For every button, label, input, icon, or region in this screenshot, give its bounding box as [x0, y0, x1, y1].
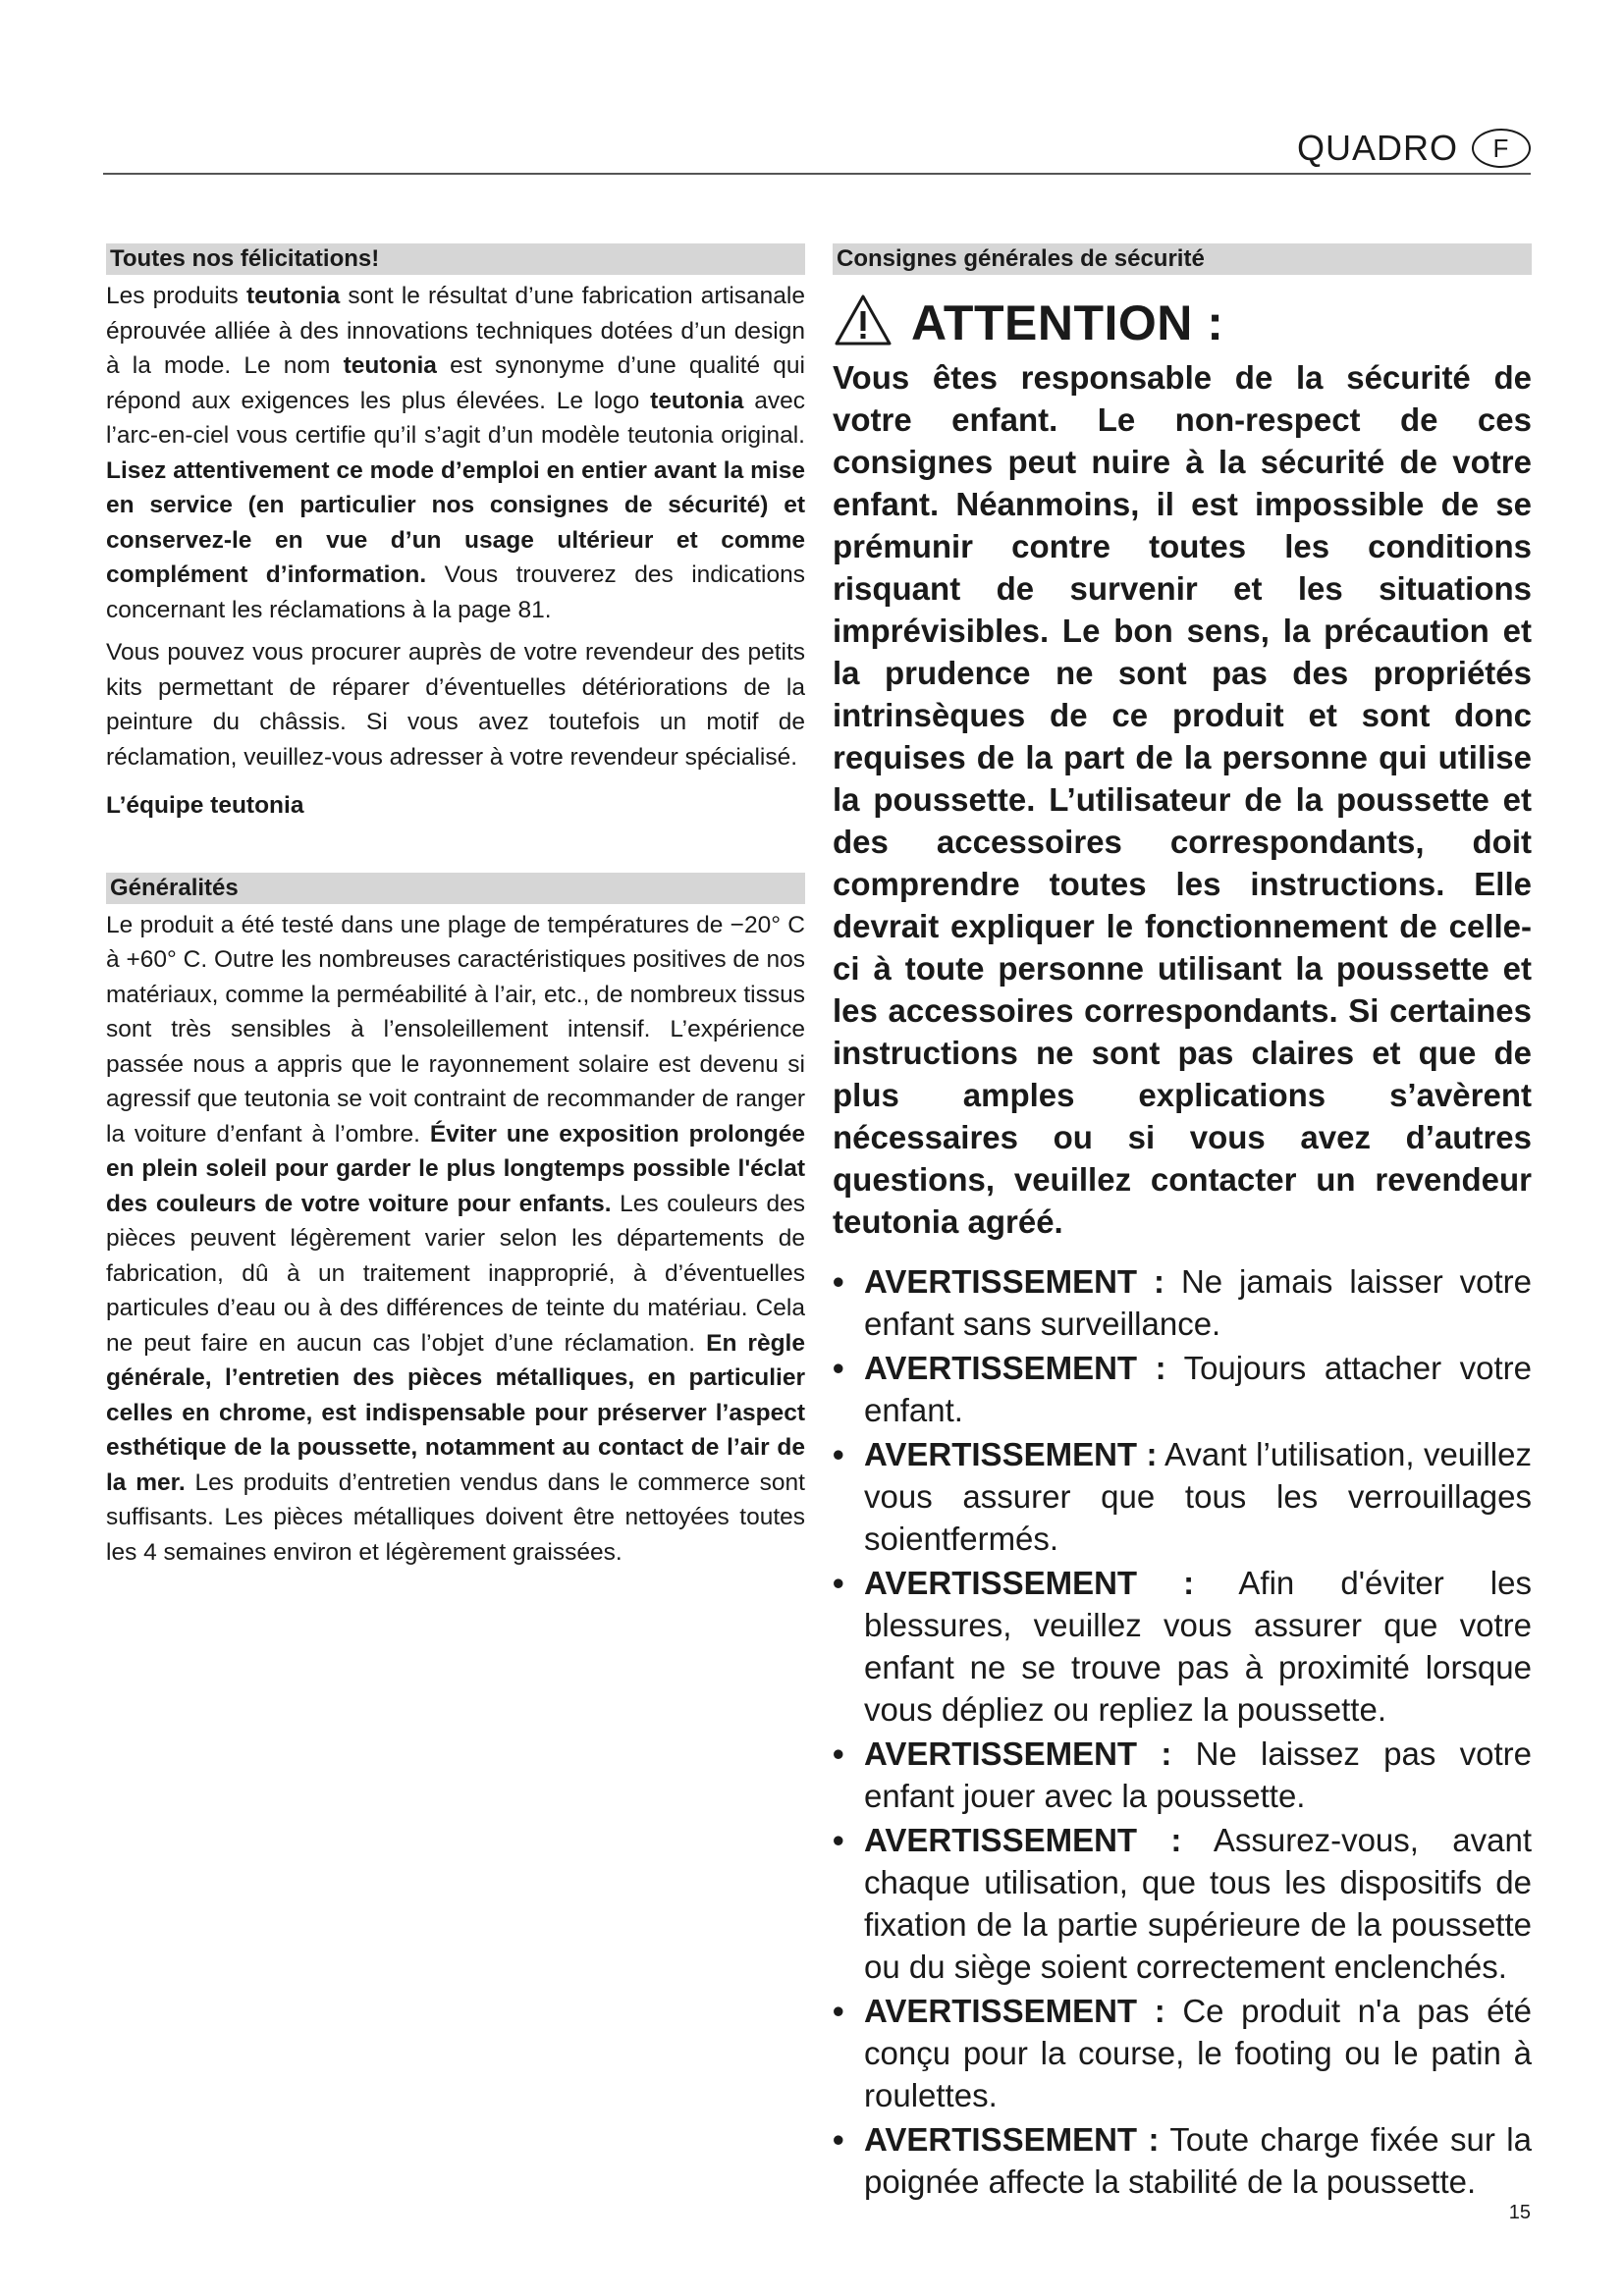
- list-item: • AVERTISSEMENT : Afin d'éviter les blessures, veuillez vous assurer que votre enfant ne se trouve pas à proximité lorsque vous dépliez ou repliez la poussette.: [833, 1562, 1532, 1731]
- bullet-icon: •: [833, 2121, 844, 2158]
- bullet-icon: •: [833, 1993, 844, 2029]
- list-item: • AVERTISSEMENT : Ce produit n'a pas été conçu pour la course, le footing ou le patin à roulettes.: [833, 1990, 1532, 2116]
- bullet-icon: •: [833, 1436, 844, 1472]
- repair-kit-paragraph: Vous pouvez vous procurer auprès de votre revendeur des petits kits permettant de réparer d’éventuelles détériorations de la peinture du châssis. Si vous avez toutefois un motif de réclamation, veuillez-vous adresser à votre revendeur spécialisé.: [106, 639, 805, 771]
- model-title: QUADRO: [1296, 128, 1458, 168]
- list-item: • AVERTISSEMENT : Avant l’utilisation, veuillez vous assurer que tous les verrouillages soientfermés.: [833, 1433, 1532, 1560]
- attention-body: Vous êtes responsable de la sécurité de votre enfant. Le non-respect de ces consignes peut nuire à la sécurité de votre enfant. Néanmoins, il est impossible de se prémunir contre toutes les conditions risquant de survenir et les situations imprévisibles. Le bon sens, la précaution et la prudence ne sont pas des propriétés intrinsèques de ce produit et sont donc requises de la part de la personne qui utilise la poussette. L’utilisateur de la poussette et des accessoires correspondants, doit comprendre toutes les instructions. Elle devrait expliquer le fonctionnement de celle-ci à toute personne utilisant la poussette et les accessoires correspondants. Si certaines instructions ne sont pas claires et que de plus amples explications s’avèrent nécessaires ou si vous avez d’autres questions, veuillez contacter un revendeur teutonia agréé.: [833, 359, 1532, 1240]
- attention-title: ATTENTION :: [911, 294, 1224, 350]
- bullet-icon: •: [833, 1822, 844, 1858]
- section-heading-congrats: Toutes nos félicitations!: [106, 243, 805, 275]
- section-heading-general: Généralités: [106, 873, 805, 904]
- list-item: • AVERTISSEMENT : Assurez-vous, avant chaque utilisation, que tous les dispositifs de fixation de la partie supérieure de la poussette ou du siège soient correctement enclenchés.: [833, 1819, 1532, 1988]
- bullet-icon: •: [833, 1263, 844, 1300]
- header-divider: [103, 173, 1531, 175]
- bullet-icon: •: [833, 1565, 844, 1601]
- bullet-icon: •: [833, 1350, 844, 1386]
- general-paragraph: Le produit a été testé dans une plage de températures de −20° C à +60° C. Outre les nombreuses caractéristiques positives de nos matériaux, comme la perméabilité à l’air, etc., de nombreux tissus sont très sensibles à l’ensoleillement intensif. L’expérience passée nous a appris que le rayonnement solaire est devenu si agressif que teutonia se voit contraint de recommander de ranger la voiture d’enfant à l’ombre. Éviter une exposition prolongée en plein soleil pour garder le plus longtemps possible l'éclat des couleurs de votre voiture pour enfants. Les couleurs des pièces peuvent légèrement varier selon les départements de fabrication, dû à un traitement inapproprié, à d’éventuelles particules d’eau ou à des différences de teinte du matériau. Cela ne peut faire en aucun cas l’objet d’une réclamation. En règle générale, l’entretien des pièces métalliques, en particulier celles en chrome, est indispensable pour préserver l’aspect esthétique de la poussette, notamment au contact de l’air de la mer. Les produits d’entretien vendus dans le commerce sont suffisants. Les pièces métalliques doivent être nettoyées toutes les 4 semaines environ et légèrement graissées.: [106, 911, 805, 1566]
- team-signoff: L’équipe teutonia: [106, 792, 304, 819]
- language-badge: F: [1472, 129, 1531, 168]
- list-item: • AVERTISSEMENT : Ne jamais laisser votre enfant sans surveillance.: [833, 1260, 1532, 1345]
- warning-list: [833, 1260, 1532, 2203]
- list-item: • AVERTISSEMENT : Toute charge fixée sur la poignée affecte la stabilité de la poussette.: [833, 2118, 1532, 2203]
- document-header: [1297, 128, 1531, 169]
- attention-header: [833, 293, 1532, 352]
- bullet-icon: •: [833, 1735, 844, 1772]
- congrats-paragraph: Les produits teutonia sont le résultat d’une fabrication artisanale éprouvée alliée à des innovations techniques dotées d’un design à la mode. Le nom teutonia est synonyme d’une qualité qui répond aux exigences les plus élevées. Le logo teutonia avec l’arc-en-ciel vous certifie qu’il s’agit d’un modèle teutonia original. Lisez attentivement ce mode d’emploi en entier avant la mise en service (en particulier nos consignes de sécurité) et conservez-le en vue d’un usage ultérieur et comme complément d’information. Vous trouverez des indications concernant les réclamations à la page 81.: [106, 283, 806, 623]
- section-heading-safety: Consignes générales de sécurité: [833, 243, 1532, 275]
- warning-triangle-icon: [833, 293, 893, 352]
- page-number: 15: [1508, 2202, 1531, 2223]
- right-column: [833, 243, 1532, 2205]
- list-item: • AVERTISSEMENT : Ne laissez pas votre enfant jouer avec la poussette.: [833, 1733, 1532, 1817]
- left-column: [106, 243, 805, 1577]
- list-item: • AVERTISSEMENT : Toujours attacher votre enfant.: [833, 1347, 1532, 1431]
